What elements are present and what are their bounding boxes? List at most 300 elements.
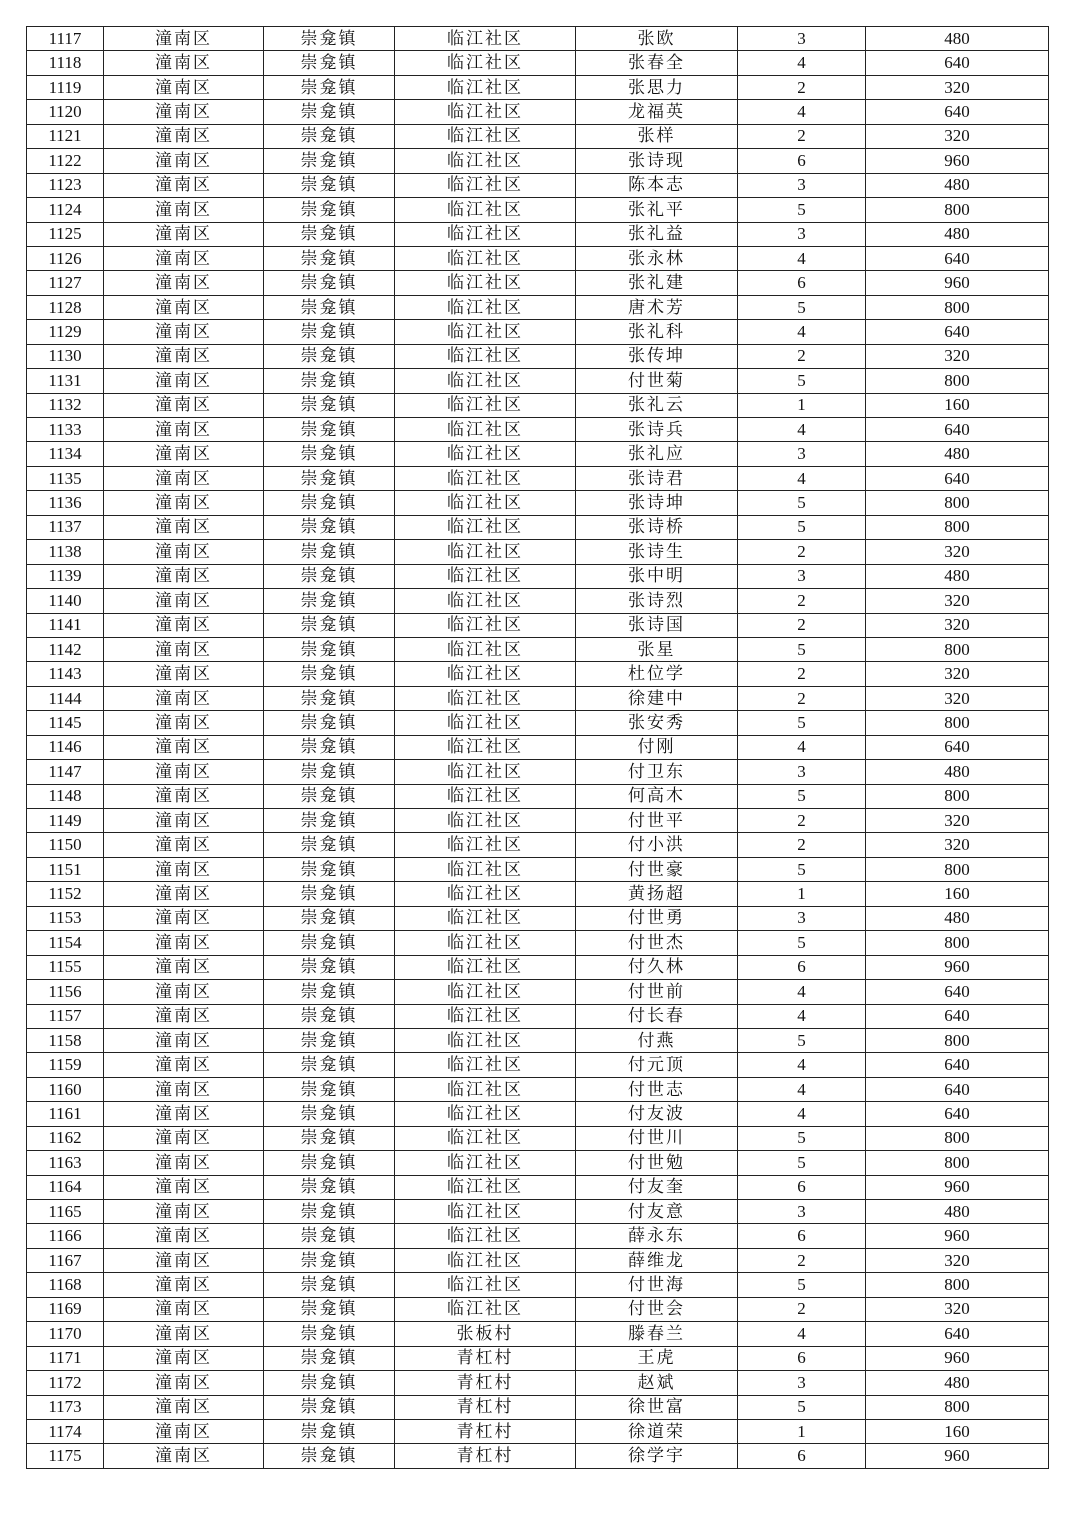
district-cell: 潼南区 <box>104 1077 264 1101</box>
household-size-cell: 2 <box>738 75 866 99</box>
village-cell: 临江社区 <box>395 1151 576 1175</box>
village-cell: 青杠村 <box>395 1444 576 1468</box>
village-cell: 临江社区 <box>395 784 576 808</box>
row-number-cell: 1127 <box>27 271 104 295</box>
town-cell: 崇龛镇 <box>264 100 395 124</box>
town-cell: 崇龛镇 <box>264 75 395 99</box>
village-cell: 临江社区 <box>395 1028 576 1052</box>
row-number-cell: 1141 <box>27 613 104 637</box>
table-row <box>27 1004 1049 1028</box>
table-row <box>27 955 1049 979</box>
town-cell: 崇龛镇 <box>264 1273 395 1297</box>
village-cell: 临江社区 <box>395 491 576 515</box>
household-size-cell: 3 <box>738 760 866 784</box>
household-size-cell: 5 <box>738 491 866 515</box>
subsidy-list-table <box>26 26 1049 1469</box>
village-cell: 临江社区 <box>395 931 576 955</box>
household-size-cell: 6 <box>738 1224 866 1248</box>
row-number-cell: 1120 <box>27 100 104 124</box>
name-cell: 徐世富 <box>576 1395 738 1419</box>
row-number-cell: 1156 <box>27 980 104 1004</box>
table-row <box>27 662 1049 686</box>
district-cell: 潼南区 <box>104 711 264 735</box>
amount-cell: 640 <box>866 1077 1049 1101</box>
row-number-cell: 1157 <box>27 1004 104 1028</box>
district-cell: 潼南区 <box>104 613 264 637</box>
table-row <box>27 491 1049 515</box>
town-cell: 崇龛镇 <box>264 662 395 686</box>
row-number-cell: 1151 <box>27 857 104 881</box>
table-row <box>27 198 1049 222</box>
table-row <box>27 906 1049 930</box>
amount-cell: 800 <box>866 711 1049 735</box>
row-number-cell: 1124 <box>27 198 104 222</box>
household-size-cell: 2 <box>738 1297 866 1321</box>
village-cell: 青杠村 <box>395 1371 576 1395</box>
household-size-cell: 6 <box>738 1444 866 1468</box>
name-cell: 张样 <box>576 124 738 148</box>
district-cell: 潼南区 <box>104 1371 264 1395</box>
village-cell: 临江社区 <box>395 51 576 75</box>
village-cell: 临江社区 <box>395 955 576 979</box>
name-cell: 付世平 <box>576 809 738 833</box>
row-number-cell: 1158 <box>27 1028 104 1052</box>
village-cell: 青杠村 <box>395 1346 576 1370</box>
town-cell: 崇龛镇 <box>264 393 395 417</box>
district-cell: 潼南区 <box>104 1419 264 1443</box>
name-cell: 王虎 <box>576 1346 738 1370</box>
name-cell: 付世豪 <box>576 857 738 881</box>
village-cell: 临江社区 <box>395 833 576 857</box>
amount-cell: 320 <box>866 809 1049 833</box>
table-row <box>27 1224 1049 1248</box>
row-number-cell: 1117 <box>27 27 104 51</box>
name-cell: 付卫东 <box>576 760 738 784</box>
town-cell: 崇龛镇 <box>264 124 395 148</box>
village-cell: 临江社区 <box>395 711 576 735</box>
table-row <box>27 1126 1049 1150</box>
row-number-cell: 1149 <box>27 809 104 833</box>
row-number-cell: 1170 <box>27 1322 104 1346</box>
name-cell: 黄扬超 <box>576 882 738 906</box>
village-cell: 临江社区 <box>395 173 576 197</box>
name-cell: 何高木 <box>576 784 738 808</box>
amount-cell: 320 <box>866 662 1049 686</box>
table-row <box>27 320 1049 344</box>
row-number-cell: 1133 <box>27 418 104 442</box>
household-size-cell: 2 <box>738 540 866 564</box>
amount-cell: 640 <box>866 418 1049 442</box>
town-cell: 崇龛镇 <box>264 637 395 661</box>
name-cell: 付刚 <box>576 735 738 759</box>
table-row <box>27 540 1049 564</box>
row-number-cell: 1163 <box>27 1151 104 1175</box>
row-number-cell: 1148 <box>27 784 104 808</box>
name-cell: 张安秀 <box>576 711 738 735</box>
village-cell: 临江社区 <box>395 1297 576 1321</box>
amount-cell: 800 <box>866 1273 1049 1297</box>
row-number-cell: 1160 <box>27 1077 104 1101</box>
village-cell: 临江社区 <box>395 1004 576 1028</box>
village-cell: 临江社区 <box>395 760 576 784</box>
district-cell: 潼南区 <box>104 1273 264 1297</box>
row-number-cell: 1171 <box>27 1346 104 1370</box>
town-cell: 崇龛镇 <box>264 1395 395 1419</box>
district-cell: 潼南区 <box>104 1200 264 1224</box>
district-cell: 潼南区 <box>104 442 264 466</box>
name-cell: 张中明 <box>576 564 738 588</box>
district-cell: 潼南区 <box>104 637 264 661</box>
amount-cell: 320 <box>866 124 1049 148</box>
name-cell: 赵斌 <box>576 1371 738 1395</box>
table-row <box>27 1346 1049 1370</box>
district-cell: 潼南区 <box>104 931 264 955</box>
district-cell: 潼南区 <box>104 882 264 906</box>
district-cell: 潼南区 <box>104 222 264 246</box>
name-cell: 付世海 <box>576 1273 738 1297</box>
table-row <box>27 882 1049 906</box>
name-cell: 付世杰 <box>576 931 738 955</box>
district-cell: 潼南区 <box>104 173 264 197</box>
table-row <box>27 1322 1049 1346</box>
district-cell: 潼南区 <box>104 540 264 564</box>
household-size-cell: 3 <box>738 1371 866 1395</box>
name-cell: 张礼益 <box>576 222 738 246</box>
name-cell: 张春全 <box>576 51 738 75</box>
name-cell: 张礼应 <box>576 442 738 466</box>
row-number-cell: 1161 <box>27 1102 104 1126</box>
town-cell: 崇龛镇 <box>264 564 395 588</box>
table-row <box>27 1419 1049 1443</box>
table-row <box>27 1248 1049 1272</box>
table-row <box>27 980 1049 1004</box>
amount-cell: 320 <box>866 833 1049 857</box>
district-cell: 潼南区 <box>104 1028 264 1052</box>
amount-cell: 800 <box>866 198 1049 222</box>
amount-cell: 800 <box>866 857 1049 881</box>
amount-cell: 960 <box>866 149 1049 173</box>
table-row <box>27 75 1049 99</box>
amount-cell: 480 <box>866 222 1049 246</box>
village-cell: 张板村 <box>395 1322 576 1346</box>
household-size-cell: 3 <box>738 564 866 588</box>
town-cell: 崇龛镇 <box>264 711 395 735</box>
amount-cell: 960 <box>866 955 1049 979</box>
table-row <box>27 735 1049 759</box>
household-size-cell: 2 <box>738 833 866 857</box>
district-cell: 潼南区 <box>104 491 264 515</box>
town-cell: 崇龛镇 <box>264 613 395 637</box>
table-row <box>27 369 1049 393</box>
amount-cell: 480 <box>866 564 1049 588</box>
district-cell: 潼南区 <box>104 295 264 319</box>
district-cell: 潼南区 <box>104 100 264 124</box>
row-number-cell: 1140 <box>27 589 104 613</box>
name-cell: 付长春 <box>576 1004 738 1028</box>
town-cell: 崇龛镇 <box>264 809 395 833</box>
row-number-cell: 1173 <box>27 1395 104 1419</box>
town-cell: 崇龛镇 <box>264 1346 395 1370</box>
household-size-cell: 4 <box>738 980 866 1004</box>
row-number-cell: 1129 <box>27 320 104 344</box>
name-cell: 付元顶 <box>576 1053 738 1077</box>
town-cell: 崇龛镇 <box>264 1102 395 1126</box>
name-cell: 薛维龙 <box>576 1248 738 1272</box>
household-size-cell: 4 <box>738 1077 866 1101</box>
name-cell: 张诗君 <box>576 466 738 490</box>
district-cell: 潼南区 <box>104 515 264 539</box>
town-cell: 崇龛镇 <box>264 784 395 808</box>
amount-cell: 960 <box>866 1175 1049 1199</box>
table-row <box>27 833 1049 857</box>
amount-cell: 480 <box>866 27 1049 51</box>
village-cell: 临江社区 <box>395 882 576 906</box>
table-row <box>27 857 1049 881</box>
amount-cell: 480 <box>866 173 1049 197</box>
town-cell: 崇龛镇 <box>264 442 395 466</box>
name-cell: 张礼科 <box>576 320 738 344</box>
amount-cell: 320 <box>866 589 1049 613</box>
row-number-cell: 1169 <box>27 1297 104 1321</box>
table-row <box>27 589 1049 613</box>
household-size-cell: 4 <box>738 246 866 270</box>
amount-cell: 640 <box>866 100 1049 124</box>
district-cell: 潼南区 <box>104 1322 264 1346</box>
town-cell: 崇龛镇 <box>264 760 395 784</box>
amount-cell: 320 <box>866 540 1049 564</box>
row-number-cell: 1131 <box>27 369 104 393</box>
village-cell: 临江社区 <box>395 1224 576 1248</box>
name-cell: 张思力 <box>576 75 738 99</box>
name-cell: 张礼平 <box>576 198 738 222</box>
district-cell: 潼南区 <box>104 1175 264 1199</box>
district-cell: 潼南区 <box>104 320 264 344</box>
town-cell: 崇龛镇 <box>264 491 395 515</box>
district-cell: 潼南区 <box>104 344 264 368</box>
amount-cell: 320 <box>866 344 1049 368</box>
table-row <box>27 1200 1049 1224</box>
row-number-cell: 1146 <box>27 735 104 759</box>
household-size-cell: 5 <box>738 198 866 222</box>
table-row <box>27 1151 1049 1175</box>
name-cell: 徐建中 <box>576 686 738 710</box>
table-row <box>27 27 1049 51</box>
amount-cell: 800 <box>866 637 1049 661</box>
table-row <box>27 246 1049 270</box>
village-cell: 青杠村 <box>395 1419 576 1443</box>
name-cell: 张星 <box>576 637 738 661</box>
amount-cell: 640 <box>866 51 1049 75</box>
table-row <box>27 564 1049 588</box>
household-size-cell: 5 <box>738 369 866 393</box>
name-cell: 陈本志 <box>576 173 738 197</box>
district-cell: 潼南区 <box>104 418 264 442</box>
town-cell: 崇龛镇 <box>264 686 395 710</box>
name-cell: 付世志 <box>576 1077 738 1101</box>
household-size-cell: 5 <box>738 1126 866 1150</box>
household-size-cell: 5 <box>738 295 866 319</box>
name-cell: 付小洪 <box>576 833 738 857</box>
village-cell: 临江社区 <box>395 662 576 686</box>
amount-cell: 640 <box>866 466 1049 490</box>
town-cell: 崇龛镇 <box>264 515 395 539</box>
district-cell: 潼南区 <box>104 27 264 51</box>
household-size-cell: 6 <box>738 1346 866 1370</box>
amount-cell: 320 <box>866 1297 1049 1321</box>
district-cell: 潼南区 <box>104 51 264 75</box>
name-cell: 张礼云 <box>576 393 738 417</box>
town-cell: 崇龛镇 <box>264 1200 395 1224</box>
row-number-cell: 1137 <box>27 515 104 539</box>
town-cell: 崇龛镇 <box>264 418 395 442</box>
village-cell: 临江社区 <box>395 149 576 173</box>
amount-cell: 800 <box>866 491 1049 515</box>
village-cell: 临江社区 <box>395 271 576 295</box>
row-number-cell: 1138 <box>27 540 104 564</box>
household-size-cell: 6 <box>738 1175 866 1199</box>
household-size-cell: 3 <box>738 222 866 246</box>
amount-cell: 640 <box>866 735 1049 759</box>
table-row <box>27 515 1049 539</box>
table-row <box>27 173 1049 197</box>
household-size-cell: 2 <box>738 344 866 368</box>
household-size-cell: 5 <box>738 711 866 735</box>
row-number-cell: 1145 <box>27 711 104 735</box>
town-cell: 崇龛镇 <box>264 1053 395 1077</box>
district-cell: 潼南区 <box>104 466 264 490</box>
district-cell: 潼南区 <box>104 1297 264 1321</box>
table-row <box>27 637 1049 661</box>
household-size-cell: 4 <box>738 418 866 442</box>
village-cell: 临江社区 <box>395 418 576 442</box>
row-number-cell: 1134 <box>27 442 104 466</box>
household-size-cell: 1 <box>738 393 866 417</box>
row-number-cell: 1164 <box>27 1175 104 1199</box>
table-row <box>27 1028 1049 1052</box>
row-number-cell: 1174 <box>27 1419 104 1443</box>
district-cell: 潼南区 <box>104 149 264 173</box>
village-cell: 临江社区 <box>395 613 576 637</box>
town-cell: 崇龛镇 <box>264 295 395 319</box>
town-cell: 崇龛镇 <box>264 980 395 1004</box>
village-cell: 临江社区 <box>395 1175 576 1199</box>
household-size-cell: 2 <box>738 589 866 613</box>
amount-cell: 960 <box>866 1444 1049 1468</box>
amount-cell: 800 <box>866 931 1049 955</box>
town-cell: 崇龛镇 <box>264 1175 395 1199</box>
household-size-cell: 4 <box>738 100 866 124</box>
row-number-cell: 1132 <box>27 393 104 417</box>
amount-cell: 480 <box>866 442 1049 466</box>
household-size-cell: 5 <box>738 857 866 881</box>
town-cell: 崇龛镇 <box>264 931 395 955</box>
amount-cell: 640 <box>866 1102 1049 1126</box>
table-row <box>27 1273 1049 1297</box>
table-row <box>27 271 1049 295</box>
row-number-cell: 1143 <box>27 662 104 686</box>
name-cell: 薛永东 <box>576 1224 738 1248</box>
amount-cell: 960 <box>866 1224 1049 1248</box>
table-row <box>27 51 1049 75</box>
household-size-cell: 1 <box>738 1419 866 1443</box>
row-number-cell: 1119 <box>27 75 104 99</box>
amount-cell: 320 <box>866 75 1049 99</box>
village-cell: 临江社区 <box>395 393 576 417</box>
row-number-cell: 1162 <box>27 1126 104 1150</box>
name-cell: 徐学宇 <box>576 1444 738 1468</box>
row-number-cell: 1136 <box>27 491 104 515</box>
row-number-cell: 1126 <box>27 246 104 270</box>
household-size-cell: 3 <box>738 173 866 197</box>
town-cell: 崇龛镇 <box>264 1224 395 1248</box>
table-row <box>27 1077 1049 1101</box>
district-cell: 潼南区 <box>104 1346 264 1370</box>
amount-cell: 640 <box>866 980 1049 1004</box>
village-cell: 临江社区 <box>395 637 576 661</box>
household-size-cell: 4 <box>738 466 866 490</box>
town-cell: 崇龛镇 <box>264 906 395 930</box>
household-size-cell: 4 <box>738 1053 866 1077</box>
town-cell: 崇龛镇 <box>264 369 395 393</box>
household-size-cell: 5 <box>738 1395 866 1419</box>
town-cell: 崇龛镇 <box>264 833 395 857</box>
household-size-cell: 5 <box>738 1028 866 1052</box>
district-cell: 潼南区 <box>104 393 264 417</box>
household-size-cell: 2 <box>738 809 866 833</box>
household-size-cell: 2 <box>738 686 866 710</box>
village-cell: 临江社区 <box>395 1102 576 1126</box>
district-cell: 潼南区 <box>104 1053 264 1077</box>
row-number-cell: 1142 <box>27 637 104 661</box>
village-cell: 临江社区 <box>395 27 576 51</box>
table-row <box>27 931 1049 955</box>
household-size-cell: 2 <box>738 124 866 148</box>
household-size-cell: 4 <box>738 735 866 759</box>
name-cell: 付世菊 <box>576 369 738 393</box>
district-cell: 潼南区 <box>104 784 264 808</box>
name-cell: 张诗生 <box>576 540 738 564</box>
town-cell: 崇龛镇 <box>264 271 395 295</box>
district-cell: 潼南区 <box>104 980 264 1004</box>
name-cell: 付世勇 <box>576 906 738 930</box>
town-cell: 崇龛镇 <box>264 1126 395 1150</box>
district-cell: 潼南区 <box>104 1248 264 1272</box>
household-size-cell: 3 <box>738 1200 866 1224</box>
village-cell: 临江社区 <box>395 686 576 710</box>
household-size-cell: 5 <box>738 931 866 955</box>
village-cell: 临江社区 <box>395 198 576 222</box>
amount-cell: 640 <box>866 1053 1049 1077</box>
household-size-cell: 3 <box>738 27 866 51</box>
village-cell: 临江社区 <box>395 222 576 246</box>
town-cell: 崇龛镇 <box>264 857 395 881</box>
row-number-cell: 1121 <box>27 124 104 148</box>
row-number-cell: 1152 <box>27 882 104 906</box>
household-size-cell: 6 <box>738 955 866 979</box>
household-size-cell: 4 <box>738 51 866 75</box>
amount-cell: 640 <box>866 1322 1049 1346</box>
amount-cell: 800 <box>866 1395 1049 1419</box>
village-cell: 临江社区 <box>395 1200 576 1224</box>
village-cell: 临江社区 <box>395 344 576 368</box>
name-cell: 付世川 <box>576 1126 738 1150</box>
row-number-cell: 1139 <box>27 564 104 588</box>
amount-cell: 480 <box>866 760 1049 784</box>
name-cell: 滕春兰 <box>576 1322 738 1346</box>
district-cell: 潼南区 <box>104 735 264 759</box>
row-number-cell: 1155 <box>27 955 104 979</box>
table-row <box>27 1395 1049 1419</box>
